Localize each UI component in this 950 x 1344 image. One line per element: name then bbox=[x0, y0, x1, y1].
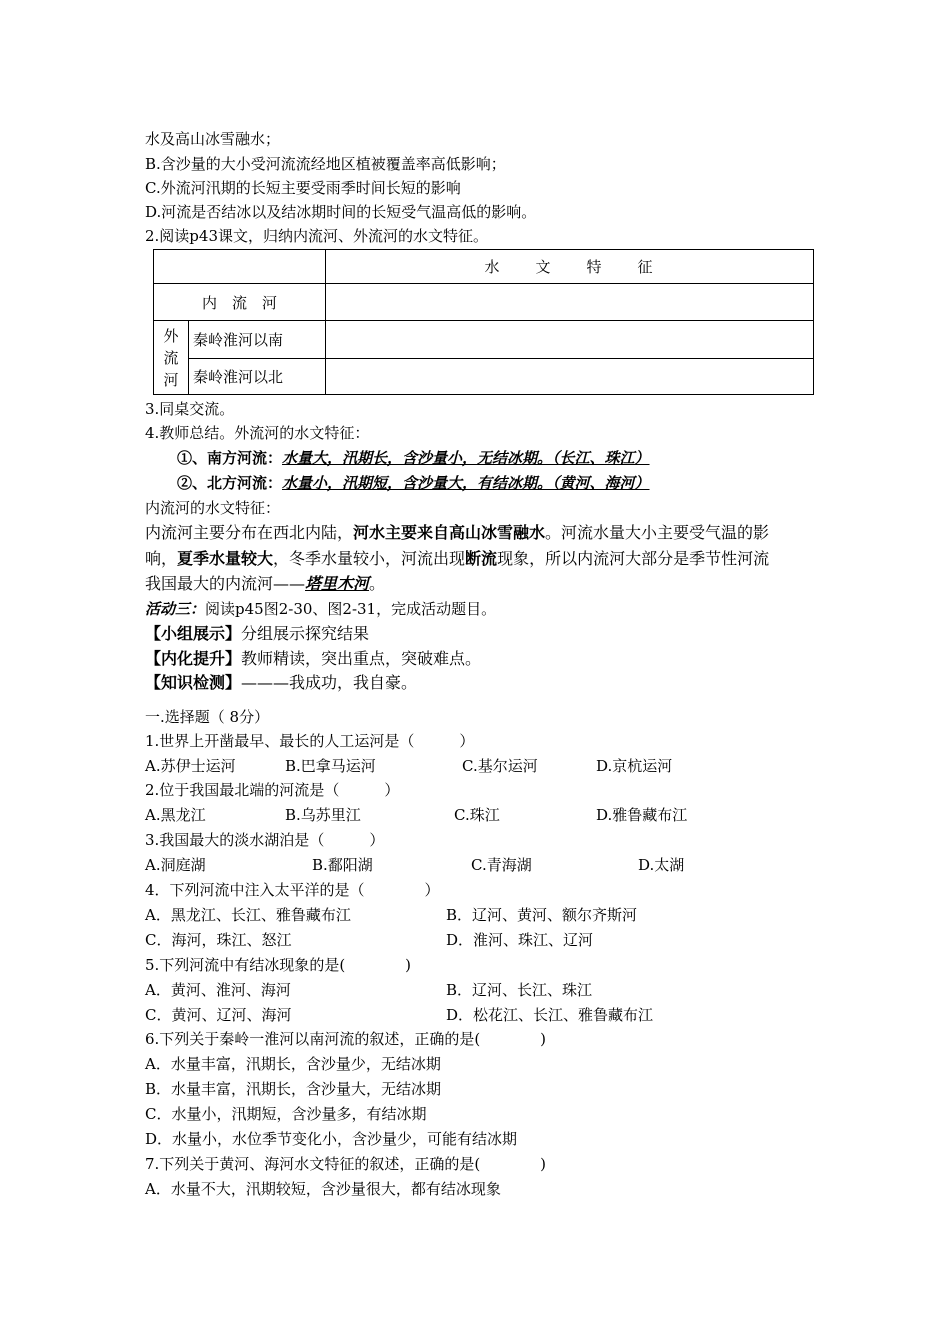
inland-title: 内流河的水文特征： bbox=[145, 499, 281, 517]
inland-para-line-3 bbox=[145, 573, 385, 595]
north-river-line bbox=[177, 472, 650, 494]
inland-p1b: 河水主要来自高山冰雪融水 bbox=[353, 523, 546, 542]
intro-line-3: C.外流河汛期的长短主要受雨季时间长短的影响 bbox=[145, 179, 461, 197]
q7-option-a: A．水量不大，汛期较短，含沙量很大，都有结冰现象 bbox=[145, 1180, 501, 1198]
inland-p3c: 。 bbox=[369, 574, 386, 593]
q6-option-a: A．水量丰富，汛期长，含沙量少，无结冰期 bbox=[145, 1055, 441, 1073]
question-2: 2.位于我国最北端的河流是（ ） bbox=[145, 781, 400, 799]
q4-option-b: B．辽河、黄河、额尔齐斯河 bbox=[446, 906, 638, 924]
question-6: 6.下列关于秦岭一淮河以南河流的叙述，正确的是( ) bbox=[145, 1030, 547, 1048]
inland-p1c: 。河流水量大小主要受气温的影 bbox=[545, 523, 770, 542]
inland-para-line-1 bbox=[145, 522, 769, 544]
question-4: 4．下列河流中注入太平洋的是（ ） bbox=[145, 881, 440, 899]
q5-option-c: C．黄河、辽河、海河 bbox=[145, 1006, 292, 1024]
q5-option-a: A．黄河、淮河、海河 bbox=[145, 981, 291, 999]
inland-p2b: 夏季水量较大 bbox=[177, 549, 274, 568]
q2-option-a: A.黑龙江 bbox=[145, 806, 206, 824]
q3-option-b: B.鄱阳湖 bbox=[312, 856, 373, 874]
activity-three-text: 阅读p45图2-30、图2-31，完成活动题目。 bbox=[205, 600, 497, 618]
north-river-text: 水量小，汛期短，含沙量大，有结冰期。（黄河、海河） bbox=[282, 474, 650, 492]
row-north-value-cell bbox=[326, 359, 814, 395]
activity-three-line bbox=[145, 598, 496, 620]
q6-option-c: C．水量小，汛期短，含沙量多，有结冰期 bbox=[145, 1105, 427, 1123]
internalize-label: 【内化提升】 bbox=[145, 649, 242, 668]
group-show-label: 【小组展示】 bbox=[145, 624, 242, 643]
q3-option-d: D.太湖 bbox=[638, 856, 685, 874]
inland-p3b: 塔里木河 bbox=[305, 574, 370, 593]
row-south-label: 秦岭淮河以南 bbox=[189, 321, 326, 359]
q1-option-b: B.巴拿马运河 bbox=[285, 757, 376, 775]
q2-option-d: D.雅鲁藏布江 bbox=[596, 806, 688, 824]
q1-option-d: D.京杭运河 bbox=[596, 757, 673, 775]
intro-line-4: D.河流是否结冰以及结冰期时间的长短受气温高低的影响。 bbox=[145, 203, 537, 221]
group-show-text: 分组展示探究结果 bbox=[241, 624, 370, 643]
q2-option-c: C.珠江 bbox=[454, 806, 500, 824]
discussion-line: 3.同桌交流。 bbox=[145, 400, 235, 418]
inland-p1a: 内流河主要分布在西北内陆， bbox=[145, 523, 354, 542]
inland-p2c: ，冬季水量较小，河流出现 bbox=[273, 549, 466, 568]
knowledge-check-line bbox=[145, 672, 417, 694]
q6-option-b: B．水量丰富，汛期长，含沙量大，无结冰期 bbox=[145, 1080, 442, 1098]
inland-para-line-2 bbox=[145, 548, 769, 570]
q1-option-a: A.苏伊士运河 bbox=[145, 757, 236, 775]
internalize-text: 教师精读，突出重点，突破难点。 bbox=[241, 649, 482, 668]
south-river-text: 水量大，汛期长，含沙量小，无结冰期。（长江、珠江） bbox=[282, 449, 650, 467]
inland-p2a: 响， bbox=[145, 549, 178, 568]
inland-p2e: 现象，所以内流河大部分是季节性河流 bbox=[497, 549, 770, 568]
inland-river-value-cell bbox=[326, 284, 814, 321]
q3-option-a: A.洞庭湖 bbox=[145, 856, 206, 874]
north-river-label: ②、北方河流： bbox=[177, 474, 283, 492]
inland-p2d: 断流 bbox=[465, 549, 498, 568]
q2-option-b: B.乌苏里江 bbox=[285, 806, 361, 824]
table-header-cell: 水 文 特 征 bbox=[326, 250, 814, 284]
inland-river-label: 内 流 河 bbox=[154, 284, 326, 321]
south-river-label: ①、南方河流： bbox=[177, 449, 283, 467]
question-5: 5.下列河流中有结冰现象的是( ) bbox=[145, 956, 412, 974]
q3-option-c: C.青海湖 bbox=[471, 856, 532, 874]
outflow-river-label: 外流河 bbox=[154, 321, 189, 395]
hydrology-table bbox=[153, 249, 814, 395]
row-south-value-cell bbox=[326, 321, 814, 359]
knowledge-check-text: ———我成功，我自豪。 bbox=[241, 673, 418, 692]
question-7: 7.下列关于黄河、海河水文特征的叙述，正确的是( ) bbox=[145, 1155, 547, 1173]
q4-option-d: D．淮河、珠江、辽河 bbox=[446, 931, 594, 949]
q5-option-d: D．松花江、长江、雅鲁藏布江 bbox=[446, 1006, 654, 1024]
knowledge-check-label: 【知识检测】 bbox=[145, 673, 242, 692]
intro-line-5: 2.阅读p43课文，归纳内流河、外流河的水文特征。 bbox=[145, 227, 489, 245]
south-river-line bbox=[177, 447, 650, 469]
row-north-label: 秦岭淮河以北 bbox=[189, 359, 326, 395]
intro-line-1: 水及高山冰雪融水； bbox=[145, 130, 281, 148]
section-title: 一.选择题（ 8分） bbox=[145, 708, 270, 726]
summary-title: 4.教师总结。外流河的水文特征： bbox=[145, 424, 370, 442]
activity-three-label: 活动三： bbox=[145, 600, 206, 618]
question-1: 1.世界上开凿最早、最长的人工运河是（ ） bbox=[145, 732, 475, 750]
intro-line-2: B.含沙量的大小受河流流经地区植被覆盖率高低影响； bbox=[145, 155, 506, 173]
question-3: 3.我国最大的淡水湖泊是（ ） bbox=[145, 831, 385, 849]
inland-p3a: 我国最大的内流河—— bbox=[145, 574, 306, 593]
internalize-line bbox=[145, 648, 481, 670]
q4-option-a: A．黑龙江、长江、雅鲁藏布江 bbox=[145, 906, 351, 924]
group-show-line bbox=[145, 623, 369, 645]
q6-option-d: D．水量小，水位季节变化小，含沙量少，可能有结冰期 bbox=[145, 1130, 518, 1148]
q5-option-b: B．辽河、长江、珠江 bbox=[446, 981, 593, 999]
q4-option-c: C．海河，珠江、怒江 bbox=[145, 931, 292, 949]
table-corner-cell bbox=[154, 250, 326, 284]
q1-option-c: C.基尔运河 bbox=[462, 757, 538, 775]
